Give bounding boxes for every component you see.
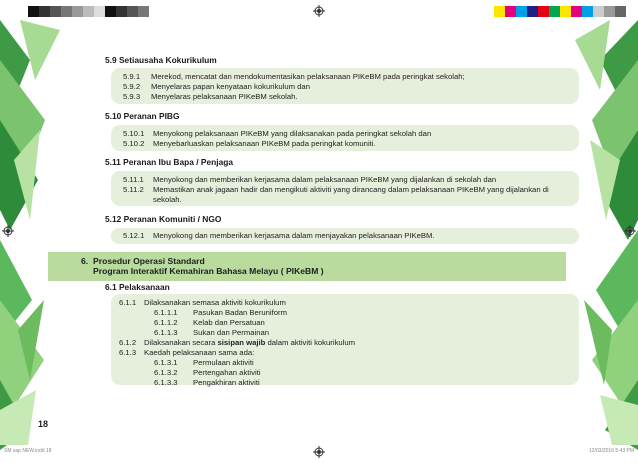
color-swatch [138,6,149,17]
color-swatch [39,6,50,17]
list-item: 6.1.3.2 Pertengahan aktiviti [154,368,261,377]
color-swatch [105,6,116,17]
list-item: 5.9.2 Menyelaras papan kenyataan kokurikulum dan [123,82,310,91]
color-swatch [549,6,560,17]
list-item: 6.1.1 Dilaksanakan semasa aktiviti kokurikulum [119,298,286,307]
section-title-5-12: 5.12 Peranan Komuniti / NGO [105,214,222,224]
section-title-5-11: 5.11 Peranan Ibu Bapa / Penjaga [105,157,234,167]
registration-mark-icon [313,446,325,458]
list-item: sekolah. [153,195,182,204]
banner-title: Prosedur Operasi Standard [93,256,205,266]
banner-subtitle: Program Interaktif Kemahiran Bahasa Melayu ( PIKeBM ) [93,266,324,276]
color-swatch [516,6,527,17]
color-swatch [116,6,127,17]
color-swatch [61,6,72,17]
banner-number: 6. [81,256,89,266]
list-item: 6.1.1.2 Kelab dan Persatuan [154,318,265,327]
list-item: 5.11.2 Memastikan anak jagaan hadir dan mengikuti aktiviti yang dirancang dalam pelaksanaan PIKeBM yang dijalankan di [123,185,549,194]
color-swatch [615,6,626,17]
color-swatch [83,6,94,17]
registration-mark-icon [624,225,636,237]
section-title-5-9: 5.9 Setiausaha Kokurikulum [105,55,217,65]
color-swatch [72,6,83,17]
color-swatch [538,6,549,17]
color-swatch [593,6,604,17]
color-swatch [604,6,615,17]
list-item: 6.1.1.1 Pasukan Badan Beruniform [154,308,288,317]
list-item: 6.1.3.1 Permulaan aktiviti [154,358,254,367]
registration-mark-icon [313,5,325,17]
color-swatch [127,6,138,17]
list-item: 6.1.2 Dilaksanakan secara sisipan wajib dalam aktiviti kokurikulum [119,338,356,347]
list-item: 6.1.3.3 Pengakhiran aktiviti [154,378,260,387]
list-item: 5.9.3 Menyelaras pelaksanaan PIKeBM sekolah. [123,92,298,101]
list-item: 5.10.2 Menyebarluaskan pelaksanaan PIKeBM pada peringkat komuniti. [123,139,376,148]
list-item: 5.9.1 Merekod, mencatat dan mendokumentasikan pelaksanaan PIKeBM pada peringkat sekolah; [123,72,465,81]
color-swatch [527,6,538,17]
color-swatch [94,6,105,17]
footer-filename: SM sap NEW.indd 18 [4,448,52,454]
section-title-6-1: 6.1 Pelaksanaan [105,282,170,292]
list-item: 6.1.3 Kaedah pelaksanaan sama ada: [119,348,255,357]
color-swatch [28,6,39,17]
color-swatch [560,6,571,17]
footer-timestamp: 12/03/2016 5:43 PM [588,448,634,454]
color-swatch [494,6,505,17]
color-swatch [571,6,582,17]
list-item: 5.11.1 Menyokong dan memberikan kerjasama dalam pelaksanaan PIKeBM yang dijalankan di sekolah dan [123,175,497,184]
section-title-5-10: 5.10 Peranan PIBG [105,111,180,121]
list-item: 5.12.1 Menyokong dan memberikan kerjasama dalam menjayakan pelaksanaan PIKeBM. [123,231,435,240]
color-swatch [582,6,593,17]
color-swatch [505,6,516,17]
color-swatch [50,6,61,17]
list-item: 6.1.1.3 Sukan dan Permainan [154,328,270,337]
registration-mark-icon [2,225,14,237]
list-item: 5.10.1 Menyokong pelaksanaan PIKeBM yang dilaksanakan pada peringkat sekolah dan [123,129,432,138]
page-number: 18 [38,419,49,429]
